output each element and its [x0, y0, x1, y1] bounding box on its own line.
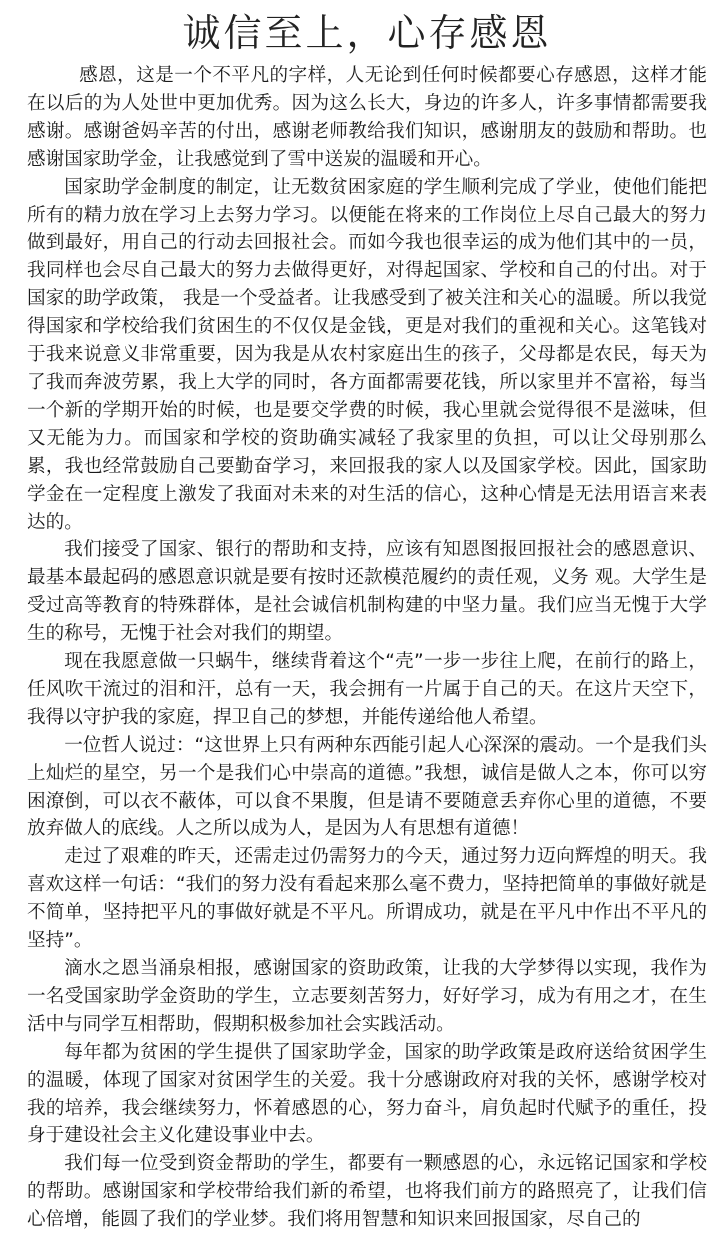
paragraph-national-grant: 国家助学金制度的制定，让无数贫困家庭的学生顺利完成了学业，使他们能把所有的精力放在学习上去努力学习。以便能在将来的工作岗位上尽自己最大的努力做到最好，用自己的行动去回报社会。而如今我也很幸运的成为他们其中的一员，我同样也会尽自己最大的努力去做得更好，对得起国家、学校和自己的付出。对于国家的助学政策， 我是一个受益者。让我感受到了被关注和关心的温暖。所以我觉得国家和学校给我们贫困生的不仅仅是金钱，更是对我们的重视和关心。这笔钱对于我来说意义非常重要，因为我是从农村家庭出生的孩子，父母都是农民，每天为了我而奔波劳累，我上大学的同时，各方面都需要花钱，所以家里并不富裕，每当一个新的学期开始的时候，也是要交学费的时候，我心里就会觉得很不是滋味，但又无能为力。而国家和学校的资助确实减轻了我家里的负担，可以让父母别那么累，我也经常鼓励自己要勤奋学习，来回报我的家人以及国家学校。因此，国家助学金在一定程度上激发了我面对未来的对生活的信心，这种心情是无法用语言来表达的。 — [27, 176, 707, 533]
paragraph-snail: 现在我愿意做一只蜗牛，继续背着这个“壳”一步一步往上爬，在前行的路上，任风吹干流过的泪和汗，总有一天，我会拥有一片属于自己的天。在这片天空下，我得以守护我的家庭，捍卫自己的梦想，并能传递给他人希望。 — [27, 651, 707, 728]
paragraph-repay-society: 我们接受了国家、银行的帮助和支持，应该有知恩图报回报社会的感恩意识、最基本最起码的感恩意识就是要有按时还款模范履约的责任观，义务 观。大学生是受过高等教育的特殊群体，是社会诚信机制构建的中坚力量。我们应当无愧于大学生的称号，无愧于社会对我们的期望。 — [27, 539, 707, 645]
paragraph-closing: 我们每一位受到资金帮助的学生，都要有一颗感恩的心，永远铭记国家和学校的帮助。感谢国家和学校带给我们新的希望，也将我们前方的路照亮了，让我们信心倍增，能圆了我们的学业梦。我们将用智慧和知识来回报国家，尽自己的 — [27, 1153, 707, 1231]
paragraph-philosopher: 一位哲人说过：“这世界上只有两种东西能引起人心深深的震动。一个是我们头上灿烂的星空，另一个是我们心中崇高的道德。”我想，诚信是做人之本，你可以穷困潦倒，可以衣不蔽体，可以食不果腹，但是请不要随意丢弃你心里的道德，不要放弃做人的底线。人之所以成为人，是因为人有思想有道德！ — [27, 734, 707, 840]
document-title: 诚信至上，心存感恩 — [182, 11, 552, 55]
paragraph-government-care: 每年都为贫困的学生提供了国家助学金，国家的助学政策是政府送给贫困学生的温暖，体现了国家对贫困学生的关爱。我十分感谢政府对我的关怀，感谢学校对我的培养，我会继续努力，怀着感恩的心，努力奋斗，肩负起时代赋予的重任，投身于建设社会主义化建设事业中去。 — [27, 1041, 707, 1147]
paragraph-effort: 走过了艰难的昨天，还需走过仍需努力的今天，通过努力迈向辉煌的明天。我喜欢这样一句话：“我们的努力没有看起来那么毫不费力，坚持把简单的事做好就是不简单，坚持把平凡的事做好就是不平凡。所谓成功，就是在平凡中作出不平凡的坚持”。 — [27, 846, 707, 952]
paragraph-repay-kindness: 滴水之恩当涌泉相报，感谢国家的资助政策，让我的大学梦得以实现，我作为一名受国家助学金资助的学生，立志要刻苦努力，好好学习，成为有用之才，在生活中与同学互相帮助，假期积极参加社会实践活动。 — [27, 958, 707, 1035]
paragraph-gratitude-intro: 感恩，这是一个不平凡的字样，人无论到任何时候都要心存感恩，这样才能在以后的为人处世中更加优秀。因为这么长大，身边的许多人，许多事情都需要我感谢。感谢爸妈辛苦的付出，感谢老师教给我们知识，感谢朋友的鼓励和帮助。也感谢国家助学金，让我感觉到了雪中送炭的温暖和开心。 — [27, 65, 707, 170]
